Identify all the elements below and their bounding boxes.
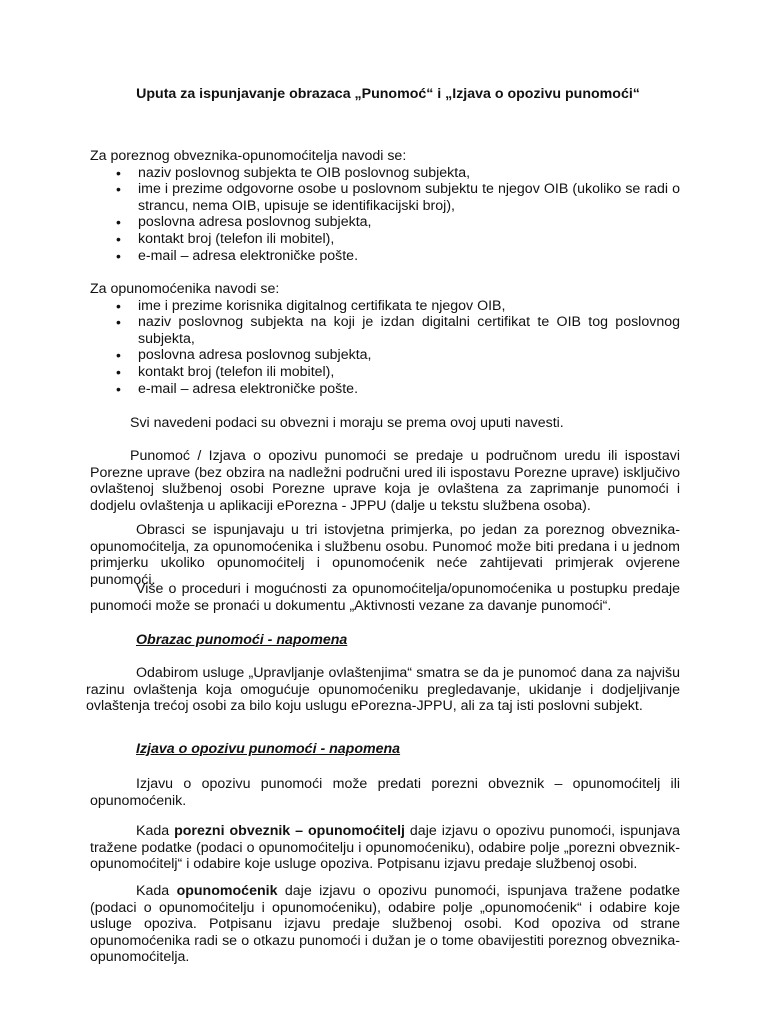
bold-term: porezni obveznik – opunomoćitelj (174, 823, 405, 839)
section-opunomocenik (90, 281, 680, 397)
heading-izjava-opoziv: Izjava o opozivu punomoći - napomena (136, 741, 401, 757)
section-opunomocenik-intro: Za opunomoćenika navodi se: (90, 281, 280, 297)
heading-obrazac-punomoci: Obrazac punomoći - napomena (136, 632, 348, 648)
paragraph-text: Izjavu o opozivu punomoći može predati porezni obveznik – opunomoćitelj ili opunomoćenik. (90, 776, 680, 809)
paragraph-text: Svi navedeni podaci su obvezni i moraju se prema ovoj uputi navesti. (130, 415, 564, 431)
list-item: • poslovna adresa poslovnog subjekta, (90, 347, 680, 364)
text-span: Kada (136, 823, 175, 839)
paragraph-text: Punomoć / Izjava o opozivu punomoći se predaje u područnom uredu ili ispostavi Porezne uprave (bez obzira na nadležni područni ured ili ispostavu Porezne uprave) isključivo ovlaštenoj službenoj osobi Porezne uprave koja je ovlaštena za zaprimanje punomoći i dodjelu ovlaštenja u aplikaciji ePorezna - JPPU (dalje u tekstu službena osoba). (90, 448, 680, 514)
paragraph-text (90, 883, 680, 966)
paragraph-obrasci (90, 522, 680, 588)
text-span: daje izjavu o opozivu punomoći, ispunjava tražene podatke (podaci o opunomoćitelju i opunomoćeniku), odabire polje „opunomoćenik“ i odabire koje usluge opoziva. Potpisanu izjavu predaje službenoj osobi. Kod opoziva od strane opunomoćenika radi se o otkazu punomoći i dužan je o tome obavijestiti poreznog obveznika-opunomoćitelja. (90, 883, 680, 966)
obveznik-list (90, 165, 680, 265)
text-span: Kada (136, 883, 177, 899)
bold-term: opunomoćenik (176, 883, 278, 899)
text-span: daje izjavu o opozivu punomoći, ispunjava tražene podatke (podaci o opunomoćitelju i opunomoćeniku), odabire polje „porezni obveznik-opunomoćitelj“ i odabire koje usluge opoziva. Potpisanu izjavu predaje službenoj osobi. (90, 823, 680, 873)
list-item: • poslovna adresa poslovnog subjekta, (90, 214, 680, 231)
list-item: • ime i prezime korisnika digitalnog certifikata te njegov OIB, (90, 298, 680, 315)
paragraph-obvezni (90, 415, 680, 432)
list-item: • kontakt broj (telefon ili mobitel), (90, 364, 680, 381)
list-item: • naziv poslovnog subjekta na koji je izdan digitalni certifikat te OIB tog poslovnog subjekta, (90, 314, 680, 347)
list-item: • e-mail – adresa elektroničke pošte. (90, 381, 680, 398)
list-item: • naziv poslovnog subjekta te OIB poslovnog subjekta, (90, 165, 680, 182)
paragraph-text: Više o proceduri i mogućnosti za opunomoćitelja/opunomoćenika u postupku predaje punomoći može se pronaći u dokumentu „Aktivnosti vezane za davanje punomoći“. (90, 581, 680, 614)
paragraph-porezni-obveznik (90, 823, 680, 873)
list-item: • e-mail – adresa elektroničke pošte. (90, 248, 680, 265)
paragraph-text (90, 823, 680, 873)
section-obveznik-intro: Za poreznog obveznika-opunomoćitelja navodi se: (90, 148, 407, 164)
paragraph-text: Obrasci se ispunjavaju u tri istovjetna primjerka, po jedan za poreznog obveznika-opunomoćitelja, za opunomoćenika i službenu osobu. Punomoć može biti predana i u jednom primjerku ukoliko opunomoćitelj i opunomoćenik neće zahtijevati primjerak ovjerene punomoći. (90, 522, 680, 588)
section-obveznik (90, 148, 680, 264)
document-title: Uputa za ispunjavanje obrazaca „Punomoć“ i „Izjava o opozivu punomoći“ (136, 86, 640, 102)
paragraph-upravljanje (86, 665, 680, 715)
paragraph-vise (90, 581, 680, 614)
paragraph-opunomocenik (90, 883, 680, 966)
list-item: • kontakt broj (telefon ili mobitel), (90, 231, 680, 248)
paragraph-predaja (90, 448, 680, 514)
paragraph-izjava (90, 776, 680, 809)
opunomocenik-list (90, 298, 680, 398)
paragraph-text: Odabirom usluge „Upravljanje ovlaštenjima“ smatra se da je punomoć dana za najvišu razinu ovlaštenja koja omogućuje opunomoćeniku pregledavanje, ukidanje i dodjeljivanje ovlaštenja trećoj osobi za bilo koju uslugu ePorezna-JPPU, ali za taj isti poslovni subjekt. (86, 665, 680, 715)
list-item: • ime i prezime odgovorne osobe u poslovnom subjektu te njegov OIB (ukoliko se radi o strancu, nema OIB, upisuje se identifikacijski broj), (90, 181, 680, 214)
